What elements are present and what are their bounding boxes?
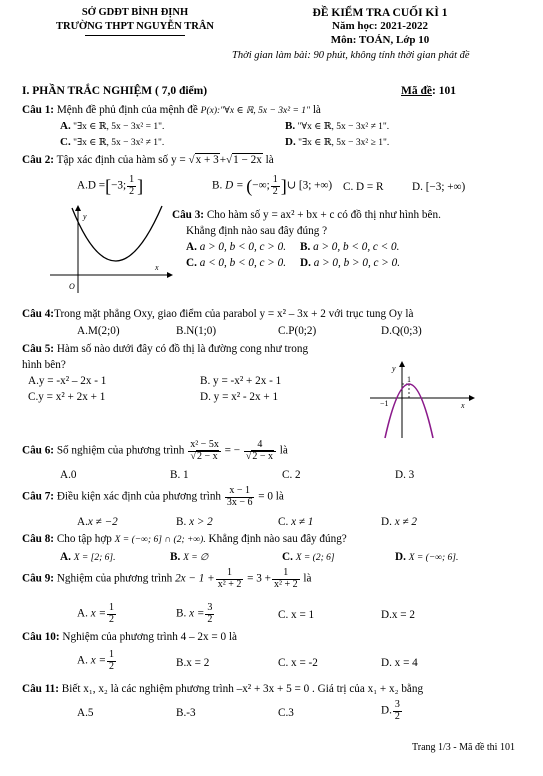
q6-option-d[interactable]: D. 3 — [395, 469, 415, 481]
q6-option-c[interactable]: C. 2 — [282, 469, 301, 481]
q7-num: x − 1 — [225, 486, 255, 498]
q6-option-a[interactable]: A.0 — [60, 469, 77, 481]
q2-d-label: D. — [412, 181, 423, 193]
q2-b-tail: ∪ [3; +∞) — [286, 179, 333, 192]
q5-y-label: y — [392, 364, 396, 373]
q11-number: Câu 11: — [22, 683, 59, 695]
q6-end: là — [279, 444, 288, 457]
q2-b-den: 2 — [272, 185, 278, 197]
q5-parabola-graph — [368, 360, 476, 440]
q11-d-label: D. — [381, 704, 392, 717]
q8-c-text: X = (2; 6] — [295, 553, 335, 563]
subject-line: Môn: TOÁN, Lớp 10 — [330, 34, 430, 46]
q9-b-den: 2 — [207, 613, 213, 625]
q9-text: Nghiệm của phương trình — [56, 572, 173, 585]
q10-a-den: 2 — [109, 660, 114, 672]
q1-b-text: "∀x ∈ ℝ, 5x − 3x² ≠ 1". — [297, 122, 390, 132]
q3-d-label: D. — [300, 257, 311, 269]
q2-text: Tập xác định của hàm số y = — [56, 154, 186, 166]
exam-code — [401, 84, 456, 98]
q2-a-label: A.D = — [77, 179, 106, 192]
q3-option-c[interactable] — [186, 256, 286, 270]
q5-option-b[interactable]: B. y = -x² + 2x - 1 — [200, 375, 282, 387]
q10-stem — [22, 630, 237, 644]
q2-stem: Câu 2: Tập xác định của hàm số y = √x + 3+√1 − 2x là — [22, 154, 274, 166]
q1-a-label: A. — [60, 120, 71, 132]
q9-num-2: 1 — [272, 568, 300, 580]
q10-number: Câu 10: — [22, 631, 60, 643]
q7-b-text: x > 2 — [189, 516, 213, 528]
q3-a-text: a > 0, b < 0, c > 0. — [199, 241, 287, 253]
header-dept: SỞ GDĐT BÌNH ĐỊNH — [81, 7, 189, 18]
q10-a-frac — [107, 650, 116, 672]
q8-number: Câu 8: — [22, 533, 55, 545]
q9-b-label: B. — [176, 607, 187, 620]
q9-a-den: 2 — [109, 613, 114, 625]
exam-code-value: : 101 — [431, 85, 456, 97]
q11-option-c[interactable]: C.3 — [278, 707, 294, 719]
q10-option-b[interactable]: B.x = 2 — [176, 657, 210, 669]
q2-a-bracket-close: ] — [137, 176, 144, 196]
q2-b-label: B. — [212, 179, 223, 192]
q6-lhs-num: x² − 5x — [190, 439, 219, 450]
q3-a-label: A. — [186, 241, 197, 253]
q3-option-d[interactable] — [300, 256, 400, 270]
q11-d-num: 3 — [394, 699, 400, 710]
q2-number: Câu 2: — [22, 154, 55, 166]
q2-plus: + — [219, 154, 226, 166]
q5-option-a[interactable]: A.y = -x² – 2x - 1 — [28, 375, 107, 387]
q10-option-c[interactable]: C. x = -2 — [278, 657, 318, 669]
q9-b-x: x = — [189, 607, 205, 620]
q1-c-text: "∃x ∈ ℝ, 5x − 3x² ≠ 1". — [73, 138, 165, 148]
q2-text-end: là — [265, 154, 274, 166]
q2-b-num: 1 — [272, 174, 278, 185]
q9-den-2: x² + 2 — [273, 578, 298, 590]
q2-option-b[interactable] — [212, 175, 332, 197]
q1-a-text: "∃x ∈ ℝ, 5x − 3x² = 1". — [73, 122, 165, 132]
q4-option-d[interactable]: D.Q(0;3) — [381, 325, 422, 337]
q9-end: là — [303, 572, 312, 585]
q2-a-den: 2 — [129, 185, 135, 197]
q7-b-label: B. — [176, 516, 187, 528]
q11-d-frac — [393, 700, 402, 722]
q9-a-num: 1 — [109, 602, 114, 613]
q3-text: Cho hàm số y = ax² + bx + c có đồ thị như hình bên. — [206, 209, 441, 221]
q6-rhs-den-sqrt: 2 − x — [252, 450, 273, 462]
q7-text: Điều kiện xác định của phương trình — [56, 490, 222, 503]
q5-x-label: x — [461, 401, 465, 410]
q1-b-label: B. — [285, 120, 296, 132]
q7-c-text: x ≠ 1 — [291, 516, 314, 528]
q9-lhs: 2x − 1 + — [175, 572, 215, 585]
q3-parabola-graph — [45, 205, 175, 297]
q1-text: Mệnh đề phủ định của mệnh đề — [56, 104, 198, 116]
q9-den-1: x² + 2 — [217, 578, 242, 590]
q3-stem — [172, 208, 441, 222]
q7-a-text: x ≠ −2 — [87, 516, 118, 528]
q5-one-label: 1 — [407, 375, 411, 384]
q9-num-1: 1 — [216, 568, 244, 580]
q3-c-text: a < 0, b < 0, c > 0. — [199, 257, 287, 269]
q6-lhs-den: √2 − x — [190, 450, 218, 462]
q2-a-text: −3; — [111, 179, 127, 192]
q5-stem-2: hình bên? — [22, 359, 66, 371]
time-limit: Thời gian làm bài: 90 phút, không tính thời gian phát đề — [232, 50, 470, 61]
header-school: TRƯỜNG THPT NGUYỄN TRÂN — [55, 21, 214, 32]
q8-c-label: C. — [282, 551, 293, 563]
q9-a-frac — [107, 603, 116, 625]
page-footer: Trang 1/3 - Mã đề thi 101 — [412, 742, 515, 753]
q2-d-text: [−3; +∞) — [425, 181, 466, 193]
q2-a-frac — [127, 175, 136, 197]
q4-option-b[interactable]: B.N(1;0) — [176, 325, 217, 337]
q10-a-x: x = — [90, 654, 106, 667]
q8-option-c[interactable] — [282, 550, 335, 565]
q7-eq: = 0 là — [258, 490, 284, 503]
q7-d-label: D. — [381, 516, 392, 528]
q6-option-b[interactable]: B. 1 — [170, 469, 189, 481]
q9-option-a[interactable] — [77, 603, 117, 625]
q5-minus-one-label: −1 — [380, 399, 389, 408]
exam-title: ĐỀ KIỂM TRA CUỐI KÌ 1 — [312, 7, 448, 19]
q8-d-text: X = (−∞; 6]. — [408, 553, 459, 563]
q11-d-den: 2 — [394, 710, 400, 722]
q9-number: Câu 9: — [22, 572, 55, 585]
q8-text-2: Khẳng định nào sau đây đúng? — [208, 533, 347, 545]
q9-b-frac — [205, 603, 214, 625]
q10-option-d[interactable]: D. x = 4 — [381, 657, 418, 669]
header-school-underline — [85, 35, 185, 36]
q3-number: Câu 3: — [172, 209, 205, 221]
q2-option-c[interactable]: C. D = R — [343, 181, 384, 193]
q9-frac-1 — [216, 568, 244, 590]
q6-lhs-frac — [188, 440, 221, 462]
q7-frac — [225, 486, 255, 508]
q7-option-a[interactable] — [77, 515, 118, 529]
q6-rhs-num: 4 — [244, 440, 276, 452]
q8-b-text: X = ∅ — [183, 553, 209, 563]
q3-c-label: C. — [186, 257, 197, 269]
q5-stem — [22, 342, 308, 356]
q7-a-label: A. — [77, 516, 88, 528]
q8-text: Cho tập hợp — [56, 533, 112, 545]
q2-option-a[interactable] — [77, 175, 143, 197]
q4-option-c[interactable]: C.P(0;2) — [278, 325, 317, 337]
q10-a-label: A. — [77, 654, 88, 667]
q5-option-c[interactable]: C.y = x² + 2x + 1 — [28, 391, 106, 403]
q1-option-d[interactable] — [285, 136, 389, 150]
q11-option-d[interactable] — [381, 700, 403, 722]
q2-b-text: −∞; — [252, 179, 270, 192]
q4-number: Câu 4: — [22, 308, 55, 320]
q3-b-label: B. — [300, 241, 311, 253]
q8-option-d[interactable] — [395, 550, 458, 565]
q8-option-b[interactable] — [170, 550, 208, 565]
q9-frac-2 — [272, 568, 300, 590]
q1-d-text: "∃x ∈ ℝ, 5x − 3x² ≥ 1". — [298, 138, 390, 148]
q3-x-label: x — [155, 263, 159, 272]
q1-option-b[interactable] — [285, 120, 389, 134]
q1-stem — [22, 103, 321, 118]
q1-proposition: P(x):"∀x ∈ ℝ, 5x − 3x² = 1" — [200, 106, 311, 116]
q3-question: Khẳng định nào sau đây đúng ? — [186, 225, 328, 237]
q6-stem — [22, 440, 288, 462]
q8-d-label: D. — [395, 551, 406, 563]
q3-origin-label: O — [69, 282, 75, 291]
q7-c-label: C. — [278, 516, 289, 528]
q7-number: Câu 7: — [22, 490, 55, 503]
q9-stem — [22, 568, 311, 590]
q3-d-text: a > 0, b > 0, c > 0. — [313, 257, 401, 269]
q9-option-c[interactable]: C. x = 1 — [278, 609, 315, 621]
q11-text: Biết x₁, x₂ là các nghiệm phương trình –x² + 3x + 5 = 0 . Giá trị của x₁ + x₂ bằng — [61, 683, 424, 695]
q9-option-b[interactable] — [176, 603, 215, 625]
q5-option-d[interactable]: D. y = x² - 2x + 1 — [200, 391, 279, 403]
q1-option-c[interactable] — [60, 136, 164, 150]
q6-rhs-den: √2 − x — [245, 450, 273, 462]
q4-text: Trong mặt phẳng Oxy, giao điểm của parabol y = x² – 3x + 2 với trục tung Oy là — [54, 308, 414, 320]
q6-number: Câu 6: — [22, 444, 55, 457]
q11-stem — [22, 682, 423, 696]
q8-set: X = (−∞; 6] ∩ (2; +∞). — [114, 535, 206, 545]
q5-text: Hàm số nào dưới đây có đồ thị là đường cong như trong — [56, 343, 309, 355]
q4-option-a[interactable]: A.M(2;0) — [77, 325, 120, 337]
q2-b-d: D = — [225, 179, 247, 192]
q9-b-num: 3 — [207, 602, 213, 613]
q2-a-bracket-open: [ — [105, 176, 112, 196]
q3-option-b[interactable] — [300, 240, 399, 254]
school-year: Năm học: 2021-2022 — [332, 20, 428, 32]
q2-a-num: 1 — [129, 174, 135, 185]
q2-option-d[interactable] — [412, 180, 465, 194]
q3-b-text: a > 0, b < 0, c < 0. — [313, 241, 400, 253]
q10-text: Nghiệm của phương trình 4 – 2x = 0 là — [62, 631, 237, 643]
q2-sqrt-2: 1 − 2x — [233, 154, 262, 166]
q8-stem — [22, 532, 347, 547]
q7-den: 3x − 6 — [226, 496, 253, 508]
q11-option-b[interactable]: B.-3 — [176, 707, 196, 719]
q7-option-b[interactable] — [176, 515, 213, 529]
q2-b-paren: ( — [246, 176, 253, 196]
q4-stem — [22, 307, 413, 321]
q10-a-num: 1 — [109, 649, 114, 660]
q6-eq: = − — [224, 444, 241, 457]
section-title: I. PHẦN TRẮC NGHIỆM ( 7,0 điểm) — [22, 85, 208, 97]
q1-option-a[interactable] — [60, 120, 164, 134]
q8-a-label: A. — [60, 551, 71, 563]
q10-option-a[interactable] — [77, 650, 117, 672]
q8-a-text: X = [2; 6]. — [73, 553, 116, 563]
q7-option-d[interactable] — [381, 515, 417, 529]
q2-sqrt-1: x + 3 — [195, 154, 219, 166]
q1-text-end: là — [312, 104, 321, 116]
q3-y-label: y — [83, 212, 87, 221]
q1-number: Câu 1: — [22, 104, 55, 116]
q6-rhs-frac — [244, 440, 276, 462]
q9-rhs: = 3 + — [247, 572, 271, 585]
q6-text: Số nghiệm của phương trình — [56, 444, 185, 457]
q8-b-label: B. — [170, 551, 181, 563]
q7-d-text: x ≠ 2 — [394, 516, 417, 528]
q11-option-a[interactable]: A.5 — [77, 707, 94, 719]
q7-option-c[interactable] — [278, 515, 313, 529]
q6-lhs-den-sqrt: 2 − x — [196, 450, 218, 462]
exam-code-label: Mã đề — [401, 85, 432, 97]
q5-number: Câu 5: — [22, 343, 55, 355]
q7-stem — [22, 486, 284, 508]
q9-a-x: x = — [90, 607, 106, 620]
q9-option-d[interactable]: D.x = 2 — [381, 609, 415, 621]
q8-option-a[interactable] — [60, 550, 115, 565]
q9-a-label: A. — [77, 607, 88, 620]
q1-c-label: C. — [60, 136, 71, 148]
q1-d-label: D. — [285, 136, 296, 148]
q3-option-a[interactable] — [186, 240, 286, 254]
q2-b-bracket: ] — [280, 176, 287, 196]
q2-b-frac — [271, 175, 280, 197]
